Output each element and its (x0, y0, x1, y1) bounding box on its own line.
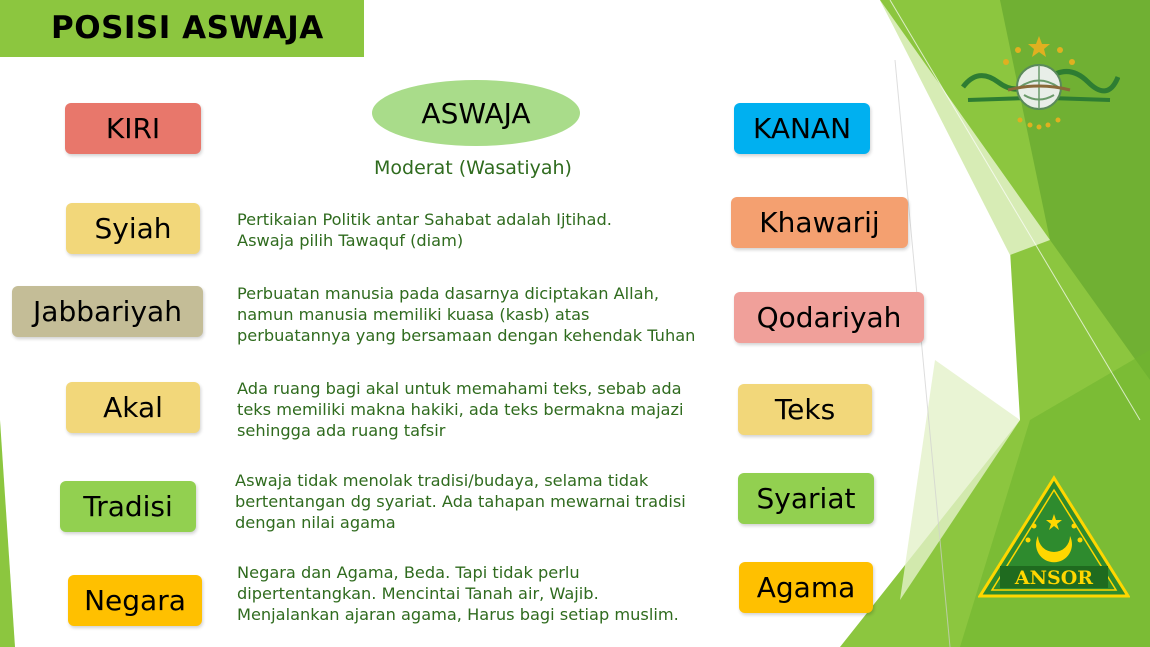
page-title: POSISI ASWAJA (51, 10, 324, 46)
left-item-akal: Akal (66, 382, 200, 433)
right-item-syariat: Syariat (738, 473, 874, 524)
description-tradisi-syariat: Aswaja tidak menolak tradisi/budaya, selama tidak bertentangan dg syariat. Ada tahapan mewarnai tradisi dengan nilai agama (235, 471, 686, 532)
aswaja-center-oval: ASWAJA (372, 80, 580, 146)
ansor-logo-text: ANSOR (1014, 567, 1094, 589)
nu-globe-logo (958, 32, 1120, 132)
description-jabbariyah-qodariyah: Perbuatan manusia pada dasarnya diciptakan Allah, namun manusia memiliki kuasa (kasb) atas perbuatannya yang bersamaan dengan kehendak Tuhan (237, 284, 696, 345)
right-item-qodariyah: Qodariyah (734, 292, 924, 343)
kiri-header: KIRI (65, 103, 201, 154)
description-negara-agama: Negara dan Agama, Beda. Tapi tidak perlu dipertentangkan. Mencintai Tanah air, Wajib. Menjalankan ajaran agama, Harus bagi setiap muslim. (237, 563, 679, 624)
left-item-jabbariyah: Jabbariyah (12, 286, 203, 337)
right-item-teks: Teks (738, 384, 872, 435)
left-item-syiah: Syiah (66, 203, 200, 254)
aswaja-subtitle: Moderat (Wasatiyah) (374, 157, 572, 179)
description-syiah-khawarij: Pertikaian Politik antar Sahabat adalah Ijtihad. Aswaja pilih Tawaquf (diam) (237, 210, 612, 250)
kanan-header: KANAN (734, 103, 870, 154)
description-akal-teks: Ada ruang bagi akal untuk memahami teks, sebab ada teks memiliki makna hakiki, ada teks bermakna majazi sehingga ada ruang tafsir (237, 379, 684, 440)
ansor-logo (978, 474, 1130, 600)
right-item-agama: Agama (739, 562, 873, 613)
right-item-khawarij: Khawarij (731, 197, 908, 248)
left-item-tradisi: Tradisi (60, 481, 196, 532)
left-item-negara: Negara (68, 575, 202, 626)
